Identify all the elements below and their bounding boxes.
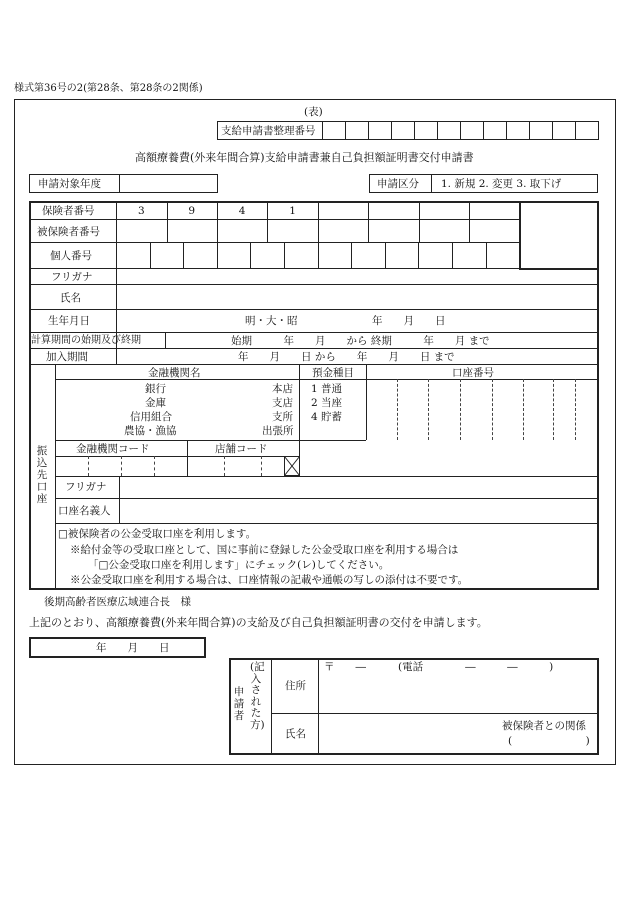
bank-code-cell-divider	[154, 456, 155, 476]
insured-cell-divider	[368, 219, 369, 242]
personal-no-cell-divider	[452, 242, 453, 268]
mgmt-no-cell-divider	[575, 121, 576, 140]
insured-cell-divider	[267, 219, 268, 242]
mgmt-no-cell-divider	[391, 121, 392, 140]
insurer-digit[interactable]: 3	[138, 205, 145, 217]
birth-date[interactable]: 年 月 日	[372, 315, 446, 327]
applicant-side-label: 申請者	[233, 686, 245, 722]
branch-type-item[interactable]: 出張所	[262, 425, 294, 437]
bank-code-cell-divider	[88, 456, 89, 476]
request-type-label: 申請区分	[377, 178, 419, 190]
insured-cell-divider	[167, 219, 168, 242]
side-label: (表)	[304, 106, 323, 118]
request-type-options[interactable]: 1. 新規 2. 変更 3. 取下げ	[441, 178, 562, 190]
applicant-name-label: 氏名	[285, 728, 306, 740]
institution-label: 金融機関名	[148, 367, 201, 379]
mgmt-no-cell-divider	[345, 121, 346, 140]
bank-side-label: 振込先口座	[36, 445, 48, 505]
mgmt-no-cell-divider	[506, 121, 507, 140]
personal-no-cell-divider	[486, 242, 487, 268]
personal-no-label: 個人番号	[50, 250, 92, 262]
insurer-cell-divider	[368, 201, 369, 219]
mgmt-no-cell-divider	[368, 121, 369, 140]
mgmt-no-cell-divider	[483, 121, 484, 140]
personal-no-cell-divider	[250, 242, 251, 268]
personal-no-cell-divider	[418, 242, 419, 268]
personal-no-cell-divider	[183, 242, 184, 268]
deposit-type-item[interactable]: 1 普通	[311, 383, 343, 395]
name-label: 氏名	[60, 292, 81, 304]
insurer-cell-divider	[167, 201, 168, 219]
personal-no-cell-divider	[385, 242, 386, 268]
personal-no-cell-divider	[318, 242, 319, 268]
name-field[interactable]	[120, 290, 590, 306]
calc-period-text[interactable]: 始期 年 月 から 終期 年 月 まで	[231, 335, 490, 347]
deposit-type-item[interactable]: 2 当座	[311, 397, 343, 409]
form-title: 高額療養費(外来年間合算)支給申請書兼自己負担額証明書交付申請書	[135, 151, 474, 164]
insurer-digit[interactable]: 4	[238, 205, 246, 217]
account-cell-divider	[553, 379, 554, 440]
branch-code-label: 店舗コード	[215, 443, 268, 455]
account-cell-divider	[492, 379, 493, 440]
insurer-cell-divider	[267, 201, 268, 219]
insurer-digit[interactable]: 1	[289, 205, 296, 217]
date-text[interactable]: 年 月 日	[96, 642, 170, 654]
bank-type-item[interactable]: 金庫	[145, 397, 166, 409]
account-cell-divider	[523, 379, 524, 440]
bank-code-cell-divider	[121, 456, 122, 476]
postal-code[interactable]: 〒 ―	[324, 661, 366, 673]
deposit-type-item[interactable]: 4 貯蓄	[311, 411, 343, 423]
join-period-text[interactable]: 年 月 日 から 年 月 日 まで	[238, 351, 455, 363]
branch-type-item[interactable]: 支所	[272, 411, 293, 423]
bank-furigana-label: フリガナ	[65, 481, 107, 493]
account-cell-divider	[428, 379, 429, 440]
account-holder-label: 口座名義人	[58, 505, 111, 517]
insured-cell-divider	[419, 219, 420, 242]
insurer-digit[interactable]: 9	[188, 205, 196, 217]
account-label: 口座番号	[452, 367, 494, 379]
bank-type-item[interactable]: 農協・漁協	[124, 425, 177, 437]
insured-cell-divider	[318, 219, 319, 242]
public-account-note-2: 「□公金受取口座を利用します」にチェック(レ)してください。	[88, 559, 390, 571]
mgmt-no-cell-divider	[460, 121, 461, 140]
relation-label: 被保険者との関係	[502, 720, 586, 732]
bank-code-label: 金融機関コード	[76, 443, 150, 455]
insured-cell-divider	[469, 219, 470, 242]
insurer-label: 保険者番号	[42, 205, 95, 217]
mgmt-no-cell-divider	[414, 121, 415, 140]
insurer-cell-divider	[469, 201, 470, 219]
branch-type-item[interactable]: 本店	[272, 383, 293, 395]
bank-type-item[interactable]: 信用組合	[130, 411, 172, 423]
account-cell-divider	[397, 379, 398, 440]
insurer-cell-divider	[217, 201, 218, 219]
mgmt-no-cell-divider	[529, 121, 530, 140]
mgmt-no-label: 支給申請書整理番号	[221, 125, 316, 137]
insured-cell-divider	[217, 219, 218, 242]
branch-code-cell-divider	[224, 456, 225, 476]
target-year-label: 申請対象年度	[38, 178, 101, 190]
insurer-cell-divider	[419, 201, 420, 219]
statement: 上記のとおり、高額療養費(外来年間合算)の支給及び自己負担額証明書の交付を申請します。	[29, 616, 488, 629]
calc-period-label: 計算期間の始期及び終期	[31, 335, 141, 346]
public-account-checkbox[interactable]: □被保険者の公金受取口座を利用します。	[58, 528, 257, 540]
branch-type-item[interactable]: 支店	[272, 397, 293, 409]
account-cell-divider	[460, 379, 461, 440]
account-holder-field[interactable]	[124, 502, 594, 520]
bank-type-item[interactable]: 銀行	[145, 383, 166, 395]
addressee: 後期高齢者医療広域連合長 様	[44, 596, 191, 608]
applicant-side-sub: (記入された方)	[250, 661, 265, 731]
insured-number-label: 被保険者番号	[37, 226, 100, 238]
furigana-label: フリガナ	[51, 271, 93, 283]
birth-eras[interactable]: 明・大・昭	[245, 315, 298, 327]
phone[interactable]: (電話 ― ― )	[398, 661, 554, 673]
insurer-cell-divider	[318, 201, 319, 219]
branch-code-void-icon	[284, 456, 300, 476]
personal-no-cell-divider	[217, 242, 218, 268]
address-label: 住所	[285, 680, 306, 692]
bank-furigana-field[interactable]	[124, 480, 594, 494]
deposit-label: 預金種目	[312, 367, 354, 379]
branch-code-cell-divider	[261, 456, 262, 476]
public-account-note-3: ※公金受取口座を利用する場合は、口座情報の記載や通帳の写しの添付は不要です。	[70, 574, 469, 586]
join-period-label: 加入期間	[46, 351, 88, 363]
birth-label: 生年月日	[48, 315, 90, 327]
personal-no-cell-divider	[150, 242, 151, 268]
public-account-note-1: ※給付金等の受取口座として、国に事前に登録した公金受取口座を利用する場合は	[70, 544, 459, 556]
mgmt-no-cell-divider	[437, 121, 438, 140]
personal-no-cell-divider	[284, 242, 285, 268]
mgmt-no-cell-divider	[322, 121, 323, 140]
form-id: 様式第36号の2(第28条、第28条の2関係)	[14, 83, 203, 94]
furigana-field[interactable]	[120, 272, 590, 282]
relation-field[interactable]: ( )	[508, 735, 590, 747]
personal-no-cell-divider	[351, 242, 352, 268]
account-cell-divider	[575, 379, 576, 440]
mgmt-no-cell-divider	[552, 121, 553, 140]
